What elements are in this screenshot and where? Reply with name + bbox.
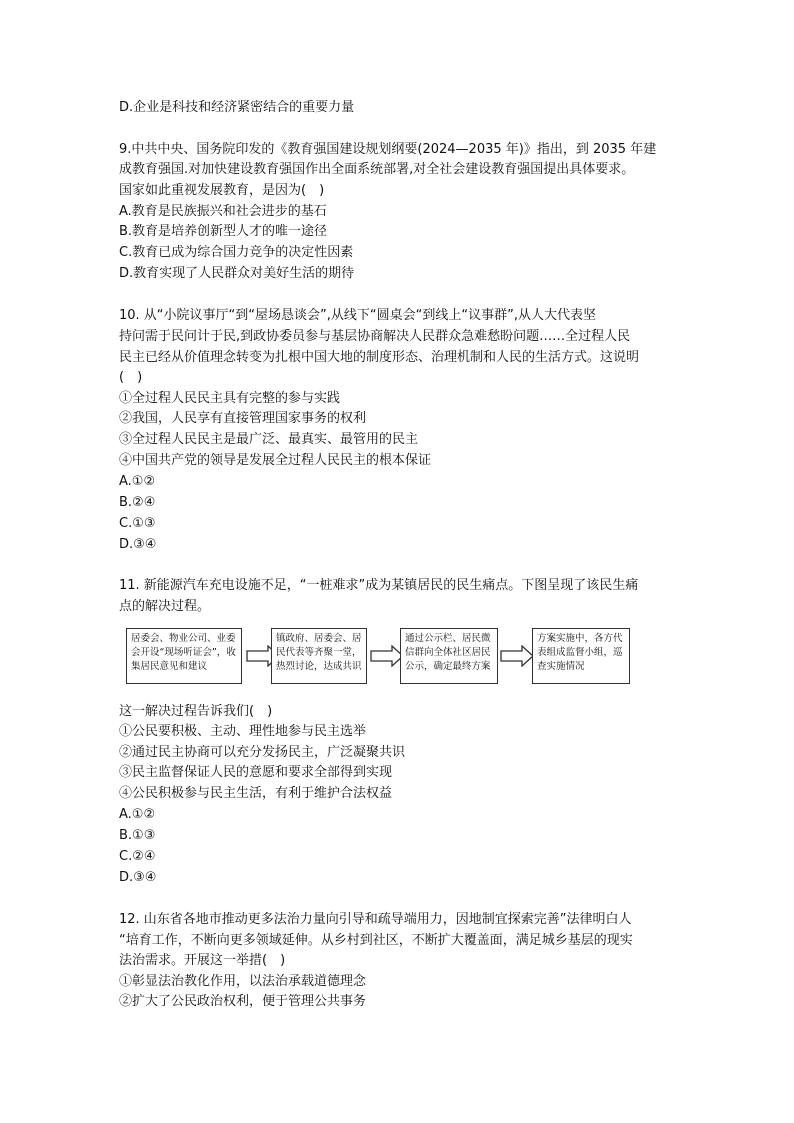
- q8-option-d: D.企业是科技和经济紧密结合的重要力量: [119, 100, 355, 115]
- q9-stem-line-2: 成教育强国.对加快建设教育强国作出全面系统部署,对全社会建设教育强国提出具体要求。: [119, 162, 635, 177]
- flow-step-1: 居委会、物业公司、业委会开设“现场听证会”，收集居民意见和建议: [126, 628, 242, 684]
- q9-option-c: C.教育已成为综合国力竞争的决定性因素: [119, 245, 354, 260]
- q9-stem-line-1: 9.中共中央、国务院印发的《教育强国建设规划纲要(2024—2035 年)》指出，到 2035 年建: [119, 142, 657, 157]
- q9-option-b: B.教育是培养创新型人才的唯一途径: [119, 224, 328, 239]
- flow-arrow-3-icon: [500, 645, 534, 667]
- q12-statement-2: ②扩大了公民政治权利，便于管理公共事务: [119, 994, 367, 1009]
- q11-stem-line-2: 点的解决过程。: [119, 599, 211, 614]
- q10-option-c: C.①③: [119, 516, 156, 531]
- q11-statement-3: ③民主监督保证人民的意愿和要求全部得到实现: [119, 765, 393, 780]
- q11-statement-2: ②通过民主协商可以充分发扬民主，广泛凝聚共识: [119, 745, 406, 760]
- q11-process-diagram: [126, 626, 631, 688]
- q11-option-d: D.③④: [119, 870, 157, 885]
- q10-statement-4: ④中国共产党的领导是发展全过程人民民主的根本保证: [119, 453, 432, 468]
- q10-stem-line-1: 10. 从“小院议事厅“到“屋场恳谈会”,从线下“圆桌会“到线上“议事群”,从人大代表坚: [119, 308, 596, 323]
- q11-statement-1: ①公民要积极、主动、理性地参与民主选举: [119, 724, 367, 739]
- q9-option-a: A.教育是民族振兴和社会进步的基石: [119, 204, 327, 219]
- q11-option-b: B.①③: [119, 828, 156, 843]
- q10-option-b: B.②④: [119, 495, 156, 510]
- q10-option-a: A.①②: [119, 474, 156, 489]
- q10-option-d: D.③④: [119, 537, 157, 552]
- q11-option-a: A.①②: [119, 807, 156, 822]
- q10-statement-2: ②我国，人民享有直接管理国家事务的权利: [119, 411, 367, 426]
- q10-stem-line-2: 持问需于民问计于民,到政协委员参与基层协商解决人民群众急难愁盼问题……全过程人民: [119, 329, 631, 344]
- q9-option-d: D.教育实现了人民群众对美好生活的期待: [119, 266, 355, 281]
- q12-stem-line-2: “培育工作，不断向更多领域延伸。从乡村到社区，不断扩大覆盖面，满足城乡基层的现实: [119, 933, 633, 948]
- flow-step-4: 方案实施中，各方代表组成监督小组，巡查实施情况: [532, 628, 630, 684]
- q9-stem-line-3: 国家如此重视发展教育，是因为( ): [119, 183, 325, 198]
- q10-stem-line-4: ( ): [119, 370, 143, 385]
- flow-arrow-2-icon: [370, 645, 404, 667]
- q11-option-c: C.②④: [119, 849, 156, 864]
- flow-step-2: 镇政府、居委会、居民代表等齐聚一堂，热烈讨论，达成共识: [271, 628, 367, 684]
- q10-statement-1: ①全过程人民民主具有完整的参与实践: [119, 391, 341, 406]
- q11-statement-4: ④公民积极参与民主生活，有利于维护合法权益: [119, 786, 393, 801]
- flow-step-3: 通过公示栏、居民微信群向全体社区居民公示，确定最终方案: [400, 628, 498, 684]
- q12-stem-line-1: 12. 山东省各地市推动更多法治力量向引导和疏导端用力，因地制宜探索完善”法律明白人: [119, 912, 632, 927]
- q12-statement-1: ①彰显法治教化作用，以法治承载道德理念: [119, 974, 367, 989]
- q10-statement-3: ③全过程人民民主是最广泛、最真实、最管用的民主: [119, 432, 419, 447]
- q11-stem-line-1: 11. 新能源汽车充电设施不足，“一桩难求”成为某镇居民的民生痛点。下图呈现了该民生痛: [119, 578, 639, 593]
- q10-stem-line-3: 民主已经从价值理念转变为扎根中国大地的制度形态、治理机制和人民的生活方式。这说明: [119, 350, 640, 365]
- q11-question: 这一解决过程告诉我们( ): [119, 704, 273, 719]
- q12-stem-line-3: 法治需求。开展这一举措( ): [119, 953, 286, 968]
